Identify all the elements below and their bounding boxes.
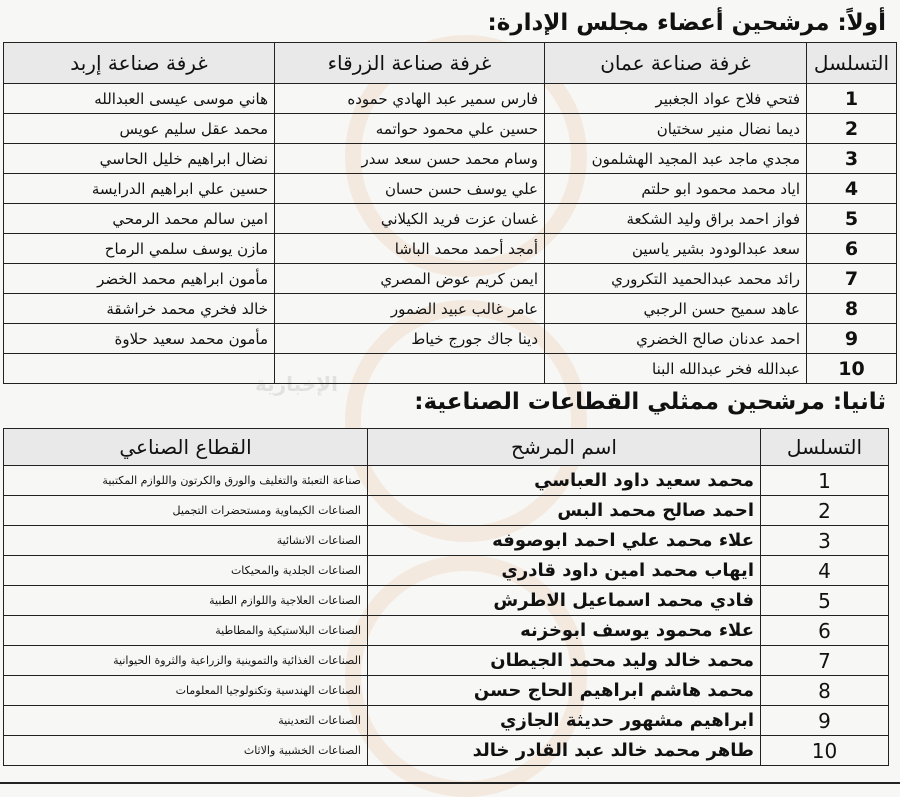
cell-serial: 5 (761, 586, 889, 616)
cell-candidate-name: فادي محمد اسماعيل الاطرش (368, 586, 761, 616)
cell-candidate-name: علاء محمد علي احمد ابوصوفه (368, 526, 761, 556)
cell-amman-candidate: رائد محمد عبدالحميد التكروري (545, 264, 807, 294)
cell-sector: الصناعات الغذائية والتموينية والزراعية والثروة الحيوانية (4, 646, 368, 676)
table-row (4, 354, 897, 384)
bottom-border (0, 782, 900, 784)
board-candidates-table (3, 42, 897, 384)
table-row (4, 526, 889, 556)
cell-serial: 2 (761, 496, 889, 526)
cell-sector: الصناعات الجلدية والمحيكات (4, 556, 368, 586)
table-row (4, 144, 897, 174)
cell-serial: 3 (807, 144, 897, 174)
cell-serial: 5 (807, 204, 897, 234)
cell-amman-candidate: سعد عبدالودود بشير ياسين (545, 234, 807, 264)
table-row (4, 294, 897, 324)
cell-serial: 8 (807, 294, 897, 324)
cell-serial: 3 (761, 526, 889, 556)
cell-serial: 10 (807, 354, 897, 384)
cell-irbid-candidate: حسين علي ابراهيم الدرايسة (4, 174, 275, 204)
cell-irbid-candidate: هاني موسى عيسى العبدالله (4, 84, 275, 114)
cell-serial: 1 (807, 84, 897, 114)
cell-zarqa-candidate: وسام محمد حسن سعد سدر (275, 144, 545, 174)
cell-serial: 8 (761, 676, 889, 706)
table-row (4, 114, 897, 144)
cell-amman-candidate: عبدالله فخر عبدالله البنا (545, 354, 807, 384)
cell-zarqa-candidate: أمجد أحمد محمد الباشا (275, 234, 545, 264)
table-row (4, 264, 897, 294)
cell-zarqa-candidate: عامر غالب عبيد الضمور (275, 294, 545, 324)
cell-irbid-candidate: مأمون ابراهيم محمد الخضر (4, 264, 275, 294)
cell-zarqa-candidate: ايمن كريم عوض المصري (275, 264, 545, 294)
cell-candidate-name: ابراهيم مشهور حديثة الجازي (368, 706, 761, 736)
table-row (4, 616, 889, 646)
cell-serial: 7 (761, 646, 889, 676)
table-row (4, 676, 889, 706)
cell-amman-candidate: مجدي ماجد عبد المجيد الهشلمون (545, 144, 807, 174)
cell-amman-candidate: ديما نضال منير سختيان (545, 114, 807, 144)
cell-serial: 4 (761, 556, 889, 586)
cell-sector: الصناعات العلاجية واللوازم الطبية (4, 586, 368, 616)
cell-amman-candidate: فتحي فلاح عواد الجغبير (545, 84, 807, 114)
cell-irbid-candidate: نضال ابراهيم خليل الحاسي (4, 144, 275, 174)
cell-zarqa-candidate: فارس سمير عبد الهادي حموده (275, 84, 545, 114)
cell-sector: صناعة التعبئة والتغليف والورق والكرتون واللوازم المكتبية (4, 466, 368, 496)
header-candidate-name: اسم المرشح (368, 429, 761, 466)
cell-serial: 9 (761, 706, 889, 736)
cell-sector: الصناعات الانشائية (4, 526, 368, 556)
header-zarqa: غرفة صناعة الزرقاء (275, 43, 545, 84)
header-sector: القطاع الصناعي (4, 429, 368, 466)
table-row (4, 204, 897, 234)
table-header-row (4, 43, 897, 84)
cell-serial: 2 (807, 114, 897, 144)
table-row (4, 496, 889, 526)
sector-candidates-table (3, 428, 889, 766)
cell-serial: 1 (761, 466, 889, 496)
cell-candidate-name: علاء محمود يوسف ابوخزنه (368, 616, 761, 646)
cell-sector: الصناعات الهندسية وتكنولوجيا المعلومات (4, 676, 368, 706)
table-row (4, 706, 889, 736)
table-row (4, 586, 889, 616)
cell-sector: الصناعات الكيماوية ومستحضرات التجميل (4, 496, 368, 526)
section1-title: أولاً: مرشحين أعضاء مجلس الإدارة: (487, 10, 886, 36)
cell-irbid-candidate (4, 354, 275, 384)
table-row (4, 646, 889, 676)
table-row (4, 234, 897, 264)
section2-title: ثانيا: مرشحين ممثلي القطاعات الصناعية: (414, 389, 886, 415)
cell-irbid-candidate: خالد فخري محمد خراشقة (4, 294, 275, 324)
cell-amman-candidate: اياد محمد محمود ابو حلتم (545, 174, 807, 204)
cell-candidate-name: احمد صالح محمد البس (368, 496, 761, 526)
cell-serial: 6 (761, 616, 889, 646)
cell-irbid-candidate: مأمون محمد سعيد حلاوة (4, 324, 275, 354)
table-row (4, 84, 897, 114)
watermark-text: الإخبارية (255, 372, 338, 396)
cell-serial: 7 (807, 264, 897, 294)
cell-sector: الصناعات البلاستيكية والمطاطية (4, 616, 368, 646)
table-row (4, 174, 897, 204)
header-amman: غرفة صناعة عمان (545, 43, 807, 84)
cell-zarqa-candidate: علي يوسف حسن حسان (275, 174, 545, 204)
cell-candidate-name: محمد خالد وليد محمد الجيطان (368, 646, 761, 676)
cell-zarqa-candidate: دينا جاك جورج خياط (275, 324, 545, 354)
cell-serial: 9 (807, 324, 897, 354)
table-row (4, 466, 889, 496)
cell-amman-candidate: احمد عدنان صالح الخضري (545, 324, 807, 354)
cell-amman-candidate: فواز احمد براق وليد الشكعة (545, 204, 807, 234)
cell-candidate-name: طاهر محمد خالد عبد القادر خالد (368, 736, 761, 766)
cell-serial: 4 (807, 174, 897, 204)
table-row (4, 324, 897, 354)
header-serial: التسلسل (761, 429, 889, 466)
cell-irbid-candidate: محمد عقل سليم عويس (4, 114, 275, 144)
table-header-row (4, 429, 889, 466)
cell-sector: الصناعات التعدينية (4, 706, 368, 736)
cell-serial: 6 (807, 234, 897, 264)
cell-zarqa-candidate (275, 354, 545, 384)
table-row (4, 736, 889, 766)
cell-candidate-name: محمد هاشم ابراهيم الحاج حسن (368, 676, 761, 706)
header-serial: التسلسل (807, 43, 897, 84)
cell-irbid-candidate: مازن يوسف سلمي الرماح (4, 234, 275, 264)
cell-zarqa-candidate: غسان عزت فريد الكيلاني (275, 204, 545, 234)
table-row (4, 556, 889, 586)
cell-candidate-name: محمد سعيد داود العباسي (368, 466, 761, 496)
cell-serial: 10 (761, 736, 889, 766)
cell-amman-candidate: عاهد سميح حسن الرجبي (545, 294, 807, 324)
cell-irbid-candidate: امين سالم محمد الرمحي (4, 204, 275, 234)
header-irbid: غرفة صناعة إربد (4, 43, 275, 84)
cell-sector: الصناعات الخشبية والاثاث (4, 736, 368, 766)
cell-zarqa-candidate: حسين علي محمود حواتمه (275, 114, 545, 144)
cell-candidate-name: ايهاب محمد امين داود قادري (368, 556, 761, 586)
